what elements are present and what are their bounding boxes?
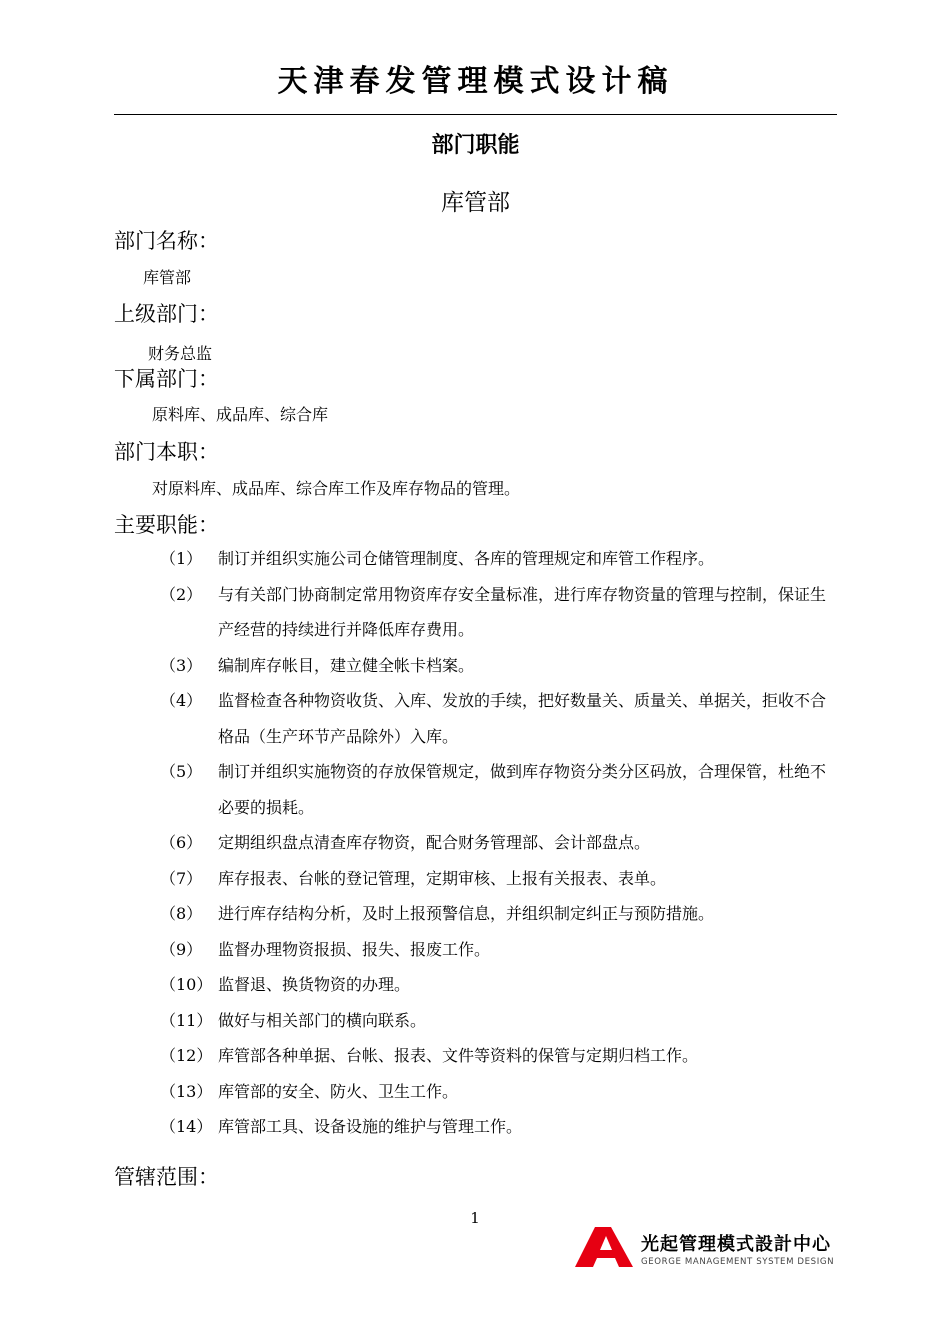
duty-number: （5）	[160, 762, 203, 781]
duty-item	[160, 541, 840, 577]
duty-text: 库存报表、台帐的登记管理，定期审核、上报有关报表、表单。	[218, 868, 667, 888]
duty-text: 定期组织盘点清查库存物资，配合财务管理部、会计部盘点。	[218, 833, 651, 852]
jurisdiction-scope-label: 管辖范围：	[114, 1165, 219, 1189]
duty-text: 监督办理物资报损、报失、报废工作。	[218, 939, 491, 959]
duty-number: （4）	[160, 691, 203, 710]
subordinate-departments-label: 下属部门：	[114, 367, 219, 391]
department-title: 库管部	[441, 190, 510, 216]
duty-text: 与有关部门协商制定常用物资库存安全量标准，进行库存物资量的管理与控制，保证生产经营的持续进行并降低库存费用。	[218, 584, 827, 639]
subordinate-departments-value: 原料库、成品库、综合库	[152, 405, 329, 424]
duty-text: 做好与相关部门的横向联系。	[218, 1010, 427, 1030]
duty-text: 监督退、换货物资的办理。	[218, 975, 411, 994]
duty-text: 制订并组织实施公司仓储管理制度、各库的管理规定和库管工作程序。	[218, 549, 715, 568]
duties-list	[160, 541, 840, 1145]
duty-item	[160, 861, 840, 897]
superior-department-value: 财务总监	[148, 344, 213, 363]
department-mission-label: 部门本职：	[114, 440, 219, 464]
superior-department-label: 上级部门：	[114, 302, 219, 326]
company-logo	[575, 1227, 840, 1271]
duty-number: （14）	[160, 1117, 213, 1136]
duty-item	[160, 932, 840, 968]
duty-text: 制订并组织实施物资的存放保管规定，做到库存物资分类分区码放，合理保管，杜绝不必要的损耗。	[218, 762, 827, 817]
duty-item	[160, 896, 840, 932]
duty-number: （13）	[160, 1081, 213, 1101]
duty-text: 监督检查各种物资收货、入库、发放的手续，把好数量关、质量关、单据关，拒收不合格品（生产环节产品除外）入库。	[218, 691, 827, 746]
duty-item	[160, 1074, 840, 1110]
duty-item	[160, 1003, 840, 1039]
duty-item	[160, 683, 840, 754]
duty-text: 库管部的安全、防火、卫生工作。	[218, 1081, 459, 1101]
duty-number: （1）	[160, 549, 203, 568]
duty-item	[160, 1109, 840, 1145]
duty-item	[160, 1038, 840, 1074]
duty-number: （7）	[160, 868, 203, 888]
duty-text: 库管部各种单据、台帐、报表、文件等资料的保管与定期归档工作。	[218, 1046, 699, 1065]
duty-item	[160, 648, 840, 684]
duty-text: 编制库存帐目，建立健全帐卡档案。	[218, 655, 475, 675]
duty-number: （2）	[160, 584, 203, 604]
duty-text: 进行库存结构分析，及时上报预警信息，并组织制定纠正与预防措施。	[218, 904, 715, 923]
duty-item	[160, 967, 840, 1003]
department-mission-value: 对原料库、成品库、综合库工作及库存物品的管理。	[152, 479, 521, 498]
page-header	[114, 52, 837, 115]
department-name-label: 部门名称：	[114, 229, 219, 253]
main-duties-label: 主要职能：	[114, 513, 219, 537]
duty-number: （11）	[160, 1010, 213, 1030]
duty-number: （9）	[160, 939, 203, 959]
logo-english-name: GEORGE MANAGEMENT SYSTEM DESIGN	[641, 1257, 835, 1267]
duty-number: （6）	[160, 833, 203, 852]
duty-number: （3）	[160, 655, 203, 675]
logo-a-icon	[575, 1227, 635, 1267]
document-title: 天津春发管理模式设计稿	[277, 64, 674, 99]
duty-number: （12）	[160, 1046, 213, 1065]
duty-number: （8）	[160, 904, 203, 923]
duty-item	[160, 577, 840, 648]
section-title: 部门职能	[431, 133, 520, 158]
duty-item	[160, 754, 840, 825]
logo-chinese-name: 光起管理模式設計中心	[641, 1234, 831, 1255]
page-number: 1	[470, 1209, 480, 1227]
duty-number: （10）	[160, 975, 213, 994]
duty-item	[160, 825, 840, 861]
department-name-value: 库管部	[143, 268, 192, 287]
duty-text: 库管部工具、设备设施的维护与管理工作。	[218, 1117, 523, 1136]
